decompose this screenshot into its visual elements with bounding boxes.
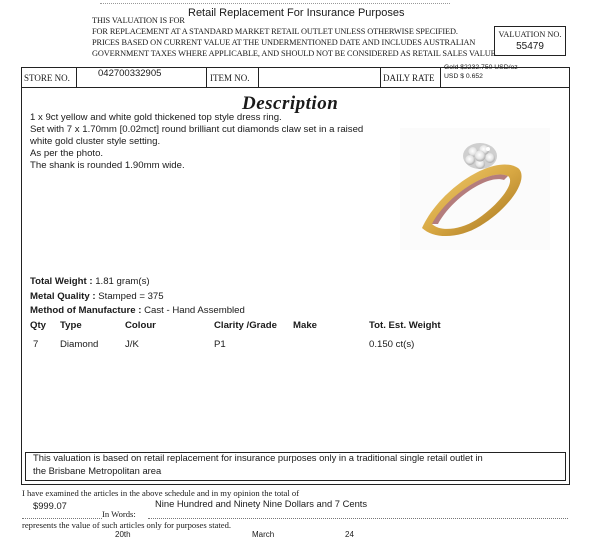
metal-quality <box>30 291 164 302</box>
footer-partial-day: 20th <box>115 530 131 539</box>
stone-table-header-colour: Colour <box>125 320 156 331</box>
info-row-separator <box>76 67 77 87</box>
stone-clarity: P1 <box>214 339 226 350</box>
total-weight-label: Total Weight : <box>30 276 93 287</box>
info-row-separator <box>440 67 441 87</box>
description-line: As per the photo. <box>30 148 104 159</box>
usd-rate: USD $ 0.652 <box>444 73 483 80</box>
ring-photo <box>400 128 550 250</box>
note-line-2: the Brisbane Metropolitan area <box>33 465 162 476</box>
footer-statement: I have examined the articles in the above schedule and in my opinion the total of <box>22 488 300 498</box>
info-row-separator <box>258 67 259 87</box>
stone-colour: J/K <box>125 339 139 350</box>
info-row-separator <box>206 67 207 87</box>
amount-dotted-line <box>22 518 102 519</box>
stone-weight: 0.150 ct(s) <box>369 339 415 350</box>
manufacture-method-value: Cast - Hand Assembled <box>144 305 245 316</box>
amount-in-words: Nine Hundred and Ninety Nine Dollars and 7 Cents <box>155 498 368 509</box>
total-weight <box>30 276 150 287</box>
description-line: The shank is rounded 1.90mm wide. <box>30 160 185 171</box>
stone-qty: 7 <box>33 339 39 350</box>
header-line-1: THIS VALUATION IS FOR <box>92 16 185 25</box>
store-number-label: STORE NO. <box>24 73 70 83</box>
total-weight-value: 1.81 gram(s) <box>95 276 150 287</box>
stone-type: Diamond <box>60 339 99 350</box>
daily-rate-label: DAILY RATE <box>383 73 435 83</box>
stone-table-header-type: Type <box>60 320 82 331</box>
description-line: white gold cluster style setting. <box>30 136 161 147</box>
description-line: Set with 7 x 1.70mm [0.02mct] round brilliant cut diamonds claw set in a raised <box>30 124 364 135</box>
gold-rate: Gold $2232.750 USD/oz <box>444 64 518 71</box>
valuation-title: Retail Replacement For Insurance Purposes <box>188 7 405 19</box>
top-dotted-rule <box>100 3 450 4</box>
metal-quality-label: Metal Quality : <box>30 291 96 302</box>
stone-table-header-qty: Qty <box>30 320 46 331</box>
store-number: 042700332905 <box>98 68 162 79</box>
metal-quality-value: Stamped = 375 <box>98 291 164 302</box>
in-words-dotted-line <box>148 518 568 519</box>
info-row-separator <box>380 67 381 87</box>
item-number-label: ITEM NO. <box>210 73 250 83</box>
stone-table-header-weight: Tot. Est. Weight <box>369 320 441 331</box>
valuation-number: 55479 <box>516 41 544 52</box>
header-line-3: PRICES BASED ON CURRENT VALUE AT THE UNDERMENTIONED DATE AND INCLUDES AUSTRALIAN <box>92 38 476 47</box>
header-line-4: GOVERNMENT TAXES WHERE APPLICABLE, AND SHOULD NOT BE CONSIDERED AS RETAIL SALES VALUE. <box>92 49 498 58</box>
valuation-number-box <box>494 26 566 56</box>
info-row-divider <box>21 87 570 88</box>
footer-partial-year: 24 <box>345 530 354 539</box>
footer-partial-month: March <box>252 530 275 539</box>
description-line: 1 x 9ct yellow and white gold thickened top style dress ring. <box>30 112 282 123</box>
description-heading: Description <box>242 93 339 114</box>
total-amount: $999.07 <box>33 500 67 511</box>
in-words-label: In Words: <box>102 509 136 519</box>
stone-table-header-clarity: Clarity /Grade <box>214 320 277 331</box>
valuation-number-label: VALUATION NO. <box>498 30 562 39</box>
manufacture-method-label: Method of Manufacture : <box>30 305 142 316</box>
header-line-2: FOR REPLACEMENT AT A STANDARD MARKET RETAIL OUTLET UNLESS OTHERWISE SPECIFIED. <box>92 27 458 36</box>
footer-purpose: represents the value of such articles only for purposes stated. <box>22 520 232 530</box>
stone-table-header-make: Make <box>293 320 317 331</box>
note-line-1: This valuation is based on retail replacement for insurance purposes only in a traditional single retail outlet in <box>33 452 483 463</box>
manufacture-method <box>30 305 245 316</box>
